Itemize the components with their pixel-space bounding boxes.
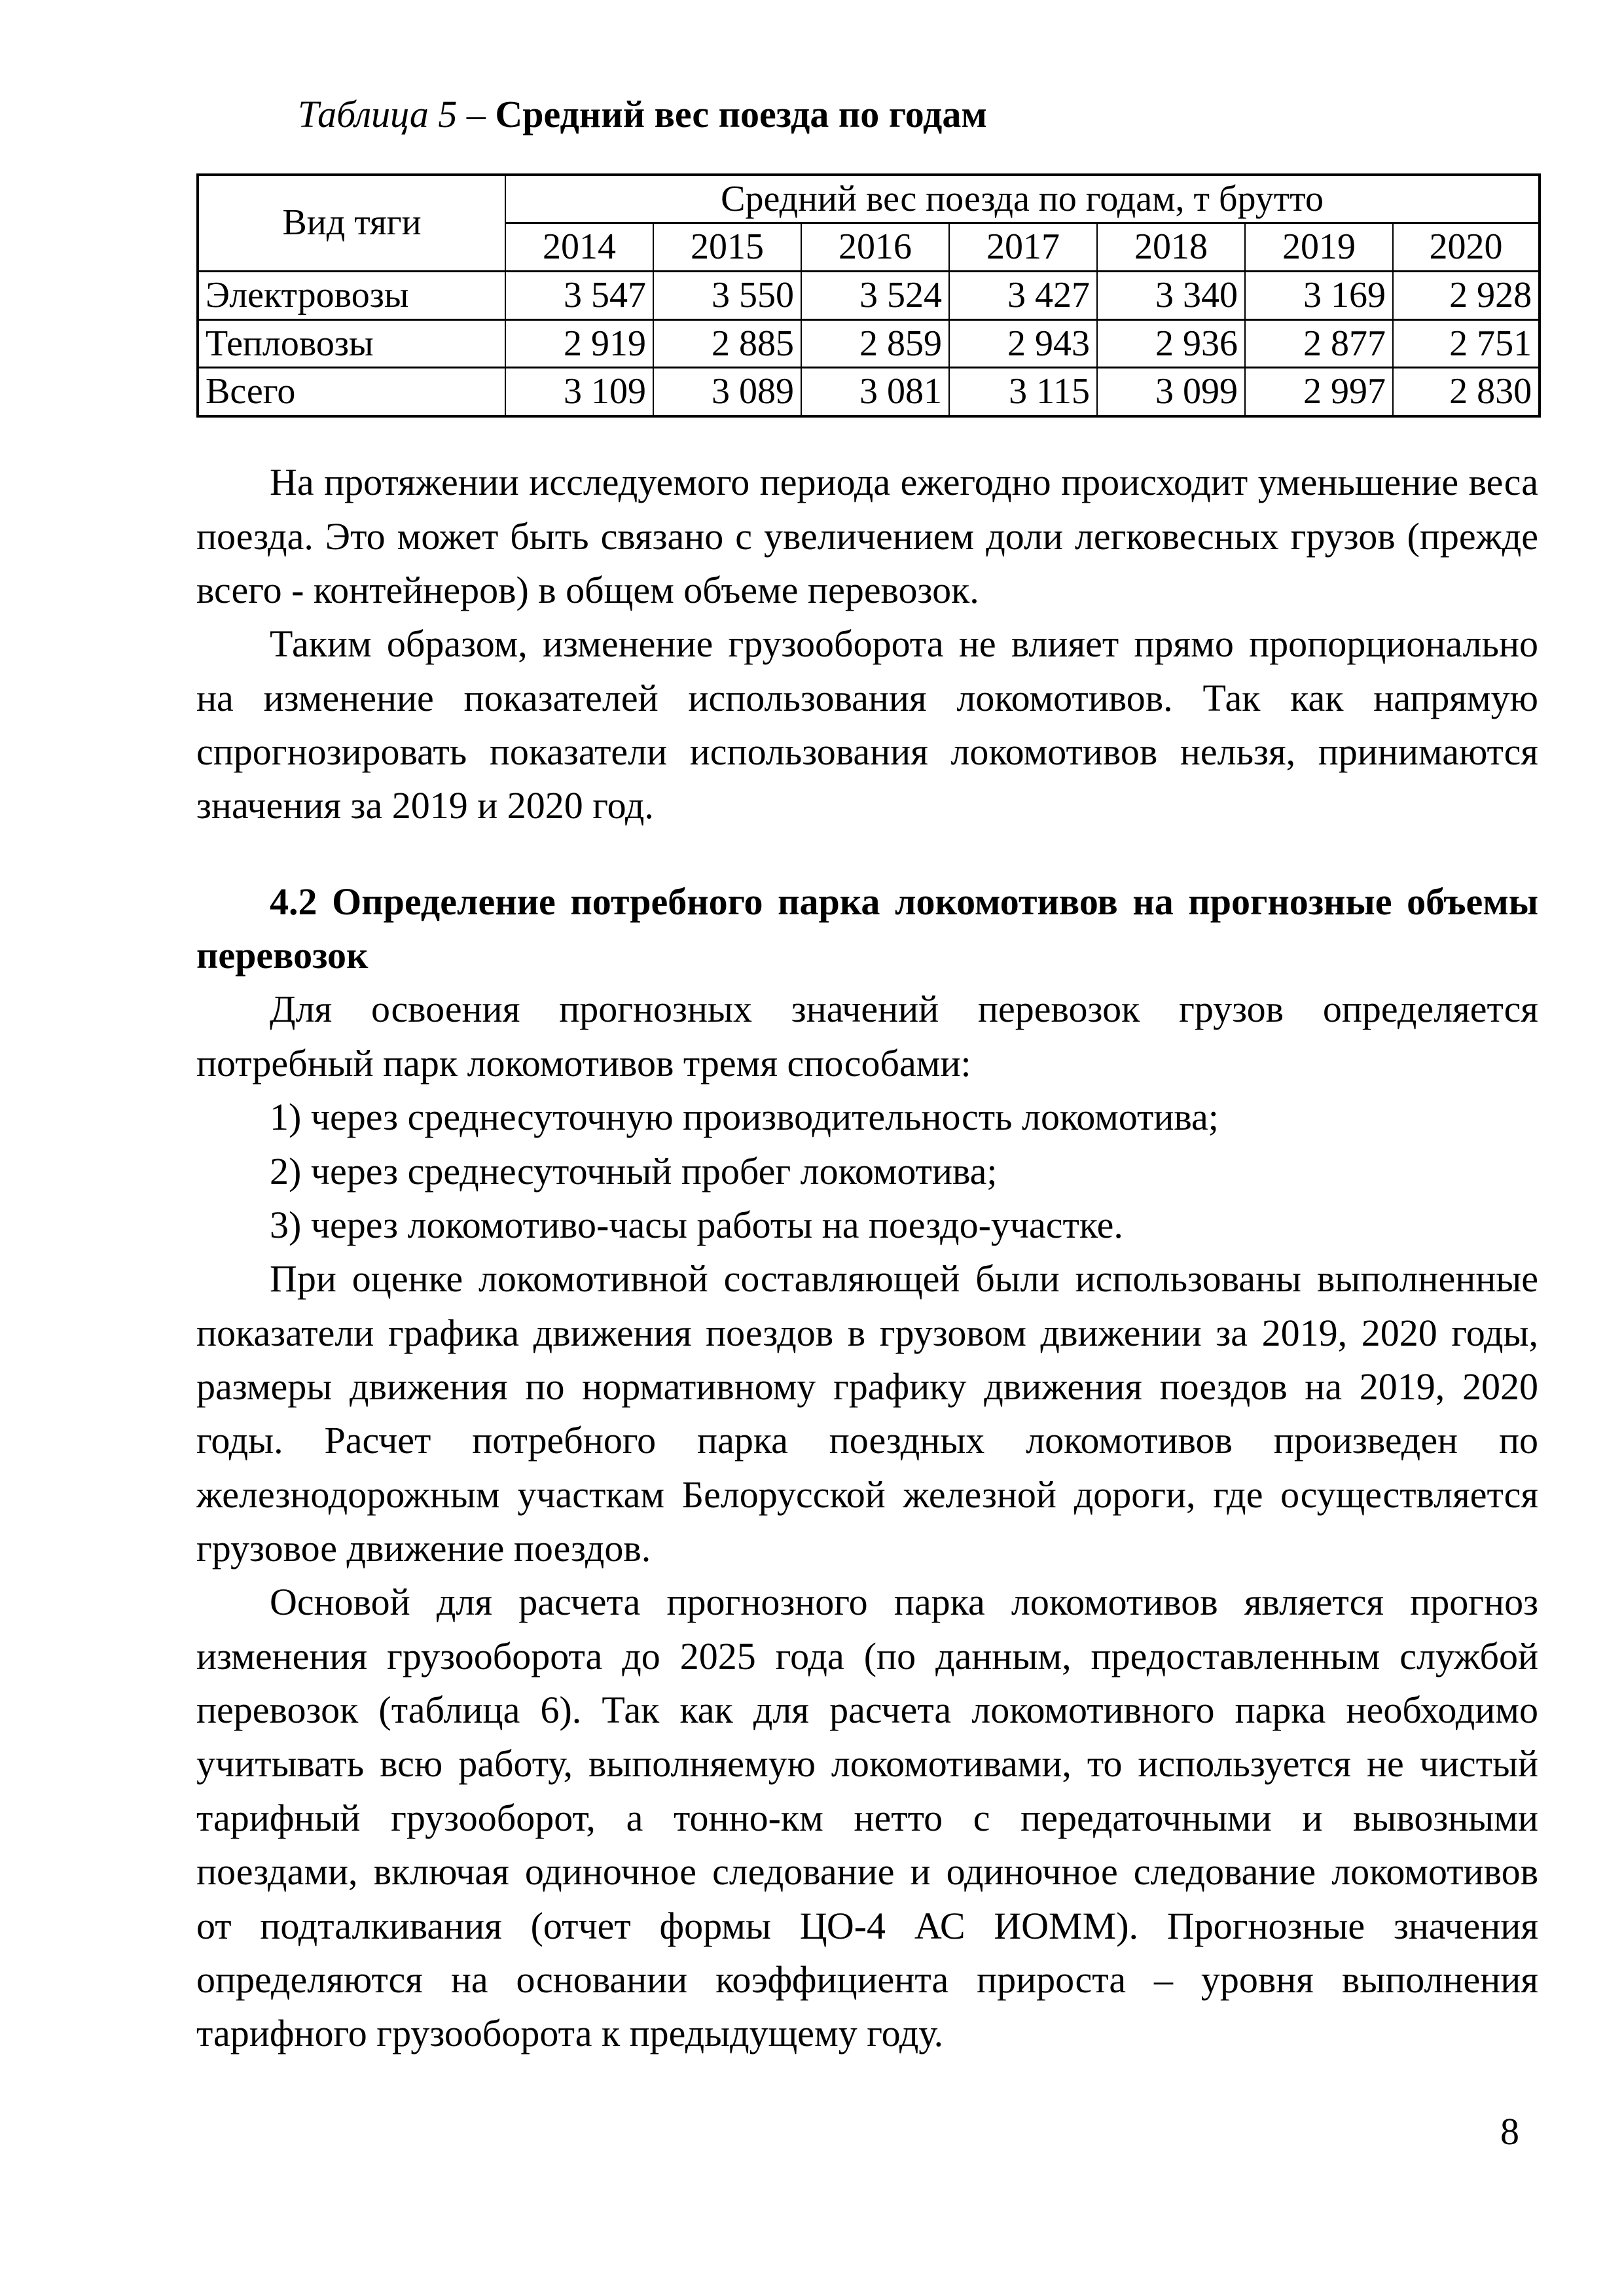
value-cell: 2 830 <box>1393 368 1540 416</box>
value-cell: 2 936 <box>1097 319 1245 368</box>
value-cell: 2 919 <box>505 319 653 368</box>
year-header: 2020 <box>1393 223 1540 272</box>
table-corner-header: Вид тяги <box>198 175 505 272</box>
paragraph-evaluation-data: При оценке локомотивной составляющей были использованы выполненные показатели графика движения поездов в грузовом движении за 2019, 2020 годы, размеры движения по нормативному графику движения поездов на 2019, 2020 годы. Расчет потребного парка поездных локомотивов произведен по железнодорожным участкам Белорусской железной дороги, где осуществляется грузовое движение поездов. <box>196 1257 1538 1570</box>
value-cell: 2 859 <box>801 319 949 368</box>
paragraph-conclusion: Таким образом, изменение грузооборота не влияет прямо пропорционально на изменение показателей использования локомотивов. Так как напрямую спрогнозировать показатели использования локомотивов нельзя, принимаются значения за 2019 и 2020 год. <box>196 622 1538 827</box>
list-item-2: 2) через среднесуточный пробег локомотива; <box>270 1149 998 1193</box>
page-content <box>196 92 1538 2061</box>
year-header: 2016 <box>801 223 949 272</box>
value-cell: 3 340 <box>1097 272 1245 320</box>
table-row-diesel <box>198 319 1540 368</box>
value-cell: 3 099 <box>1097 368 1245 416</box>
value-cell: 3 109 <box>505 368 653 416</box>
table-group-header: Средний вес поезда по годам, т брутто <box>505 175 1540 223</box>
table-row-electric <box>198 272 1540 320</box>
value-cell: 2 885 <box>653 319 801 368</box>
value-cell: 3 524 <box>801 272 949 320</box>
value-cell: 2 928 <box>1393 272 1540 320</box>
year-header: 2015 <box>653 223 801 272</box>
list-item-1: 1) через среднесуточную производительность локомотива; <box>270 1096 1219 1139</box>
paragraph-weight-decrease: На протяжении исследуемого периода ежегодно происходит уменьшение веса поезда. Это может быть связано с увеличением доли легковесных грузов (прежде всего - контейнеров) в общем объеме перевозок. <box>196 461 1538 611</box>
value-cell: 3 427 <box>949 272 1097 320</box>
value-cell: 3 550 <box>653 272 801 320</box>
value-cell: 2 943 <box>949 319 1097 368</box>
value-cell: 2 751 <box>1393 319 1540 368</box>
year-header: 2017 <box>949 223 1097 272</box>
value-cell: 2 997 <box>1245 368 1393 416</box>
year-header: 2019 <box>1245 223 1393 272</box>
paragraph-three-methods-intro: Для освоения прогнозных значений перевозок грузов определяется потребный парк локомотивов тремя способами: <box>196 988 1538 1085</box>
value-cell: 3 115 <box>949 368 1097 416</box>
value-cell: 3 089 <box>653 368 801 416</box>
row-label: Всего <box>198 368 505 416</box>
table-caption-title: Средний вес поезда по годам <box>495 93 987 135</box>
value-cell: 2 877 <box>1245 319 1393 368</box>
table-header-row-group <box>198 175 1540 223</box>
year-header: 2014 <box>505 223 653 272</box>
list-item-3: 3) через локомотиво-часы работы на поездо-участке. <box>270 1203 1123 1246</box>
page-number: 8 <box>1500 2110 1519 2153</box>
year-header: 2018 <box>1097 223 1245 272</box>
section-heading-4-2: 4.2 Определение потребного парка локомотивов на прогнозные объемы перевозок <box>196 880 1538 977</box>
table-row-total <box>198 368 1540 416</box>
avg-train-weight-table <box>196 173 1541 418</box>
paragraph-forecast-basis: Основой для расчета прогнозного парка локомотивов является прогноз изменения грузооборота до 2025 года (по данным, предоставленным службой перевозок (таблица 6). Так как для расчета локомотивного парка необходимо учитывать всю работу, выполняемую локомотивами, то используется не чистый тарифный грузооборот, а тонно-км нетто с передаточными и вывозными поездами, включая одиночное следование и одиночное следование локомотивов от подталкивания (отчет формы ЦО-4 АС ИОММ). Прогнозные значения определяются на основании коэффициента прироста – уровня выполнения тарифного грузооборота к предыдущему году. <box>196 1581 1538 2055</box>
table-caption <box>298 92 1538 137</box>
value-cell: 3 081 <box>801 368 949 416</box>
value-cell: 3 169 <box>1245 272 1393 320</box>
row-label: Тепловозы <box>198 319 505 368</box>
row-label: Электровозы <box>198 272 505 320</box>
table-caption-label: Таблица 5 – <box>298 93 486 135</box>
value-cell: 3 547 <box>505 272 653 320</box>
